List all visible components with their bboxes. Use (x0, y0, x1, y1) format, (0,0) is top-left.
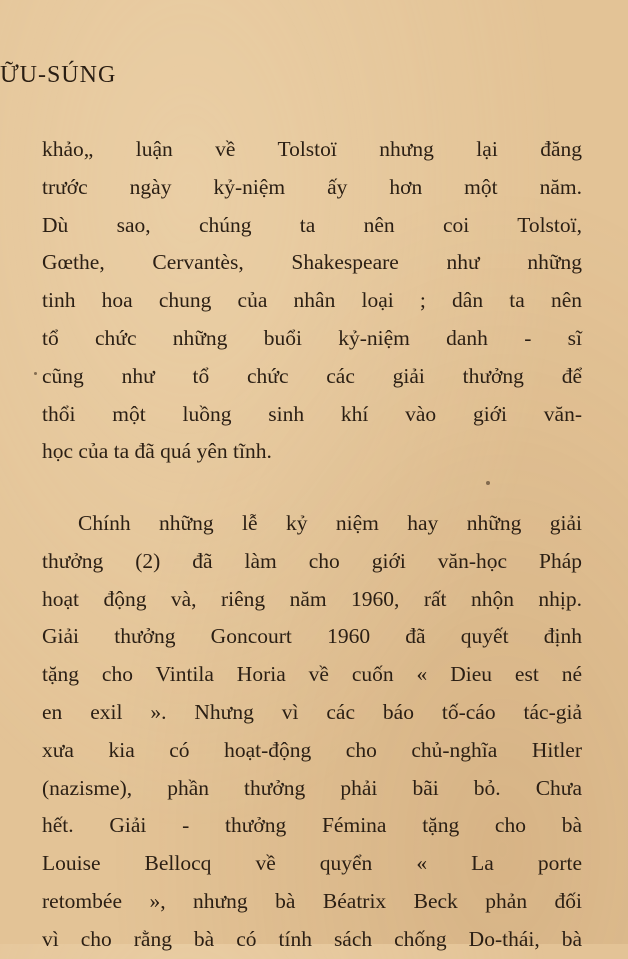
text-line: retombée », nhưng bà Béatrix Beck phản đối (42, 888, 582, 913)
text-line: khảo„ luận về Tolstoï nhưng lại đăng (42, 137, 582, 161)
paper-speck (34, 372, 37, 375)
text-line: trước ngày kỷ-niệm ấy hơn một năm. (42, 174, 582, 199)
text-line: thưởng (2) đã làm cho giới văn-học Pháp (42, 548, 582, 573)
text-line: Chính những lễ kỷ niệm hay những giải (78, 511, 582, 535)
running-header: ỮU-SÚNG (0, 62, 117, 88)
paper-speck (486, 481, 490, 485)
text-line: Louise Bellocq về quyển « La porte (42, 851, 582, 876)
paragraph-2 (42, 505, 582, 959)
text-line: tinh hoa chung của nhân loại ; dân ta nên (42, 288, 582, 313)
text-line: (nazisme), phần thưởng phải bãi bỏ. Chưa (42, 775, 582, 800)
text-line: tặng cho Vintila Horia về cuốn « Dieu est né (42, 662, 582, 687)
text-line: xưa kia có hoạt-động cho chủ-nghĩa Hitler (42, 737, 582, 762)
text-line: tổ chức những buổi kỷ-niệm danh - sĩ (42, 325, 582, 350)
text-line: en exil ». Nhưng vì các báo tố-cáo tác-giả (42, 699, 582, 724)
text-line: Gœthe, Cervantès, Shakespeare như những (42, 250, 582, 275)
text-line: Dù sao, chúng ta nên coi Tolstoï, (42, 212, 582, 237)
text-line: hoạt động và, riêng năm 1960, rất nhộn nhịp. (42, 586, 582, 611)
text-line: hết. Giải - thưởng Fémina tặng cho bà (42, 813, 582, 838)
text-line: vì cho rằng bà có tính sách chống Do-thái, bà (42, 926, 582, 951)
text-line: học của ta đã quá yên tĩnh. (42, 439, 272, 464)
text-line: thổi một luồng sinh khí vào giới văn- (42, 401, 582, 426)
text-line: Giải thưởng Goncourt 1960 đã quyết định (42, 624, 582, 649)
text-line: cũng như tổ chức các giải thưởng để (42, 363, 582, 388)
paragraph-1 (42, 131, 582, 471)
